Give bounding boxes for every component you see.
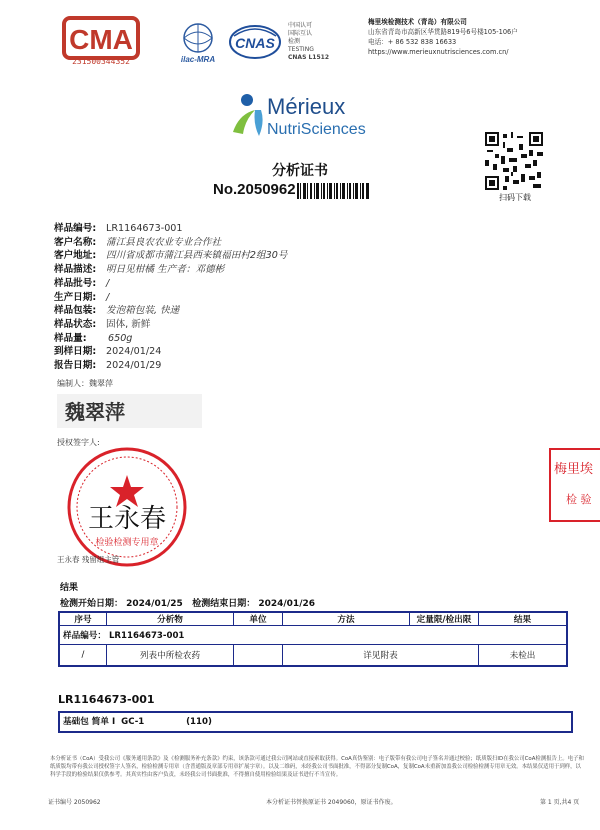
company-address: 山东省青岛市高新区华贯路819号6号楼105-106户 (368, 28, 518, 36)
info-row: 客户地址: 四川省成都市蒲江县西来镇福田村2组30号 (54, 250, 288, 262)
col-no: 序号 (59, 612, 107, 626)
info-row: 报告日期: 2024/01/29 (54, 360, 162, 372)
test-dates: 检测开始日期： 2024/01/25 检测结束日期： 2024/01/26 (60, 599, 316, 609)
cma-logo-text: CMA (69, 24, 133, 55)
table-header-row (59, 612, 567, 626)
merieux-logo (225, 92, 385, 140)
col-method: 方法 (283, 612, 410, 626)
col-unit: 单位 (234, 612, 283, 626)
ilac-text: ilac-MRA (180, 55, 216, 64)
qr-code[interactable] (485, 132, 543, 190)
cnas-caption: 中国认可 国际互认 检测 TESTING CNAS L1512 (288, 22, 330, 61)
info-row: 到样日期: 2024/01/24 (54, 346, 162, 358)
editor-signature (57, 394, 202, 428)
company-info (368, 17, 598, 57)
cnas-text: CNAS (235, 35, 275, 51)
page-title: 分析证书 (272, 163, 328, 179)
brand-line2: NutriSciences (267, 121, 366, 138)
col-loq: 定量限/检出限 (410, 612, 479, 626)
sample-row: 样品编号： LR1164673-001 (59, 626, 567, 645)
ilac-mra-logo (172, 22, 224, 64)
company-url: https://www.merieuxnutrisciences.com.cn/ (368, 48, 509, 56)
info-row: 样品描述: 明日见柑橘 生产者：邓德彬 (54, 264, 225, 276)
info-row: 样品编号: LR1164673-001 (54, 223, 183, 234)
info-row: 样品量: 650g (54, 332, 133, 344)
results-heading: 结果 (60, 583, 79, 593)
footer-page: 第 1 页,共4 页 (540, 799, 580, 806)
cnas-logo (228, 22, 282, 62)
package-bar: 基础包 简单 I GC-1 (110) (58, 711, 573, 733)
partial-seal (548, 447, 600, 527)
cma-number: 231500344352 (72, 57, 130, 66)
svg-text:检 验: 检 验 (566, 493, 592, 506)
barcode (297, 183, 369, 199)
brand-line1: Mérieux (267, 94, 346, 119)
certificate-number: No.2050962 (213, 181, 296, 198)
table-row: / 列表中所检农药 详见附表 未检出 (59, 645, 567, 667)
col-analyte: 分析物 (107, 612, 234, 626)
svg-text:梅里埃: 梅里埃 (554, 462, 594, 477)
sample-info (54, 222, 287, 373)
info-row: 客户名称: 蒲江县良农农业专业合作社 (54, 236, 222, 248)
company-phone: 电话：+ 86 532 838 16633 (368, 38, 457, 46)
signer-name: 王永春 残留组主管 (57, 555, 120, 564)
signer-label: 授权签字人: (57, 438, 100, 447)
editor-label: 编制人：魏翠萍 (57, 379, 113, 388)
footer-replacement: 本分析证书替换原证书 2049060，原证书作废。 (266, 799, 397, 806)
qr-label: 扫码下载 (499, 193, 531, 202)
footnote: 本分析证书（CoA）受我公司《服务通用条款》及《检测服务补充条款》约束，该条款可通过我公司网站或直接索取获得。CoA真伪鉴别：电子版带有我公司电子签名并通过校验；纸质版扫ID在我公司CoA检测报告上。电子和纸质版均带有我公司授权签字人签名，检验检测专用章（含普通版及章部专用章扩展字章）。以及二维码，未经我公司书面批准，不得部分复制CoA，复制CoA未重新加盖我公司检验检测专用章无效。本结果仅适用于到样，以科学手段的检验结果仅供参考。其真实性由客户负责，未经我公司书面批准，不得擅自使用检验结果及证书进行不当宣传。 (50, 756, 584, 779)
info-row: 生产日期: / (54, 291, 110, 303)
footer-cert-no: 证书编号 2050962 (48, 799, 101, 806)
col-result: 结果 (479, 612, 568, 626)
svg-text:王永春: 王永春 (87, 504, 167, 534)
info-row: 样品包装: 发泡箱包装, 快递 (54, 305, 180, 317)
info-row: 样品批号: / (54, 277, 110, 289)
info-row: 样品状态: 固体, 新鲜 (54, 318, 151, 330)
results-table (58, 611, 568, 667)
svg-text:魏翠萍: 魏翠萍 (65, 400, 125, 424)
second-sample-id: LR1164673-001 (58, 693, 155, 706)
company-name: 梅里埃检测技术（青岛）有限公司 (368, 18, 467, 26)
svg-text:检验检测专用章: 检验检测专用章 (95, 538, 159, 548)
official-seal (65, 445, 190, 570)
